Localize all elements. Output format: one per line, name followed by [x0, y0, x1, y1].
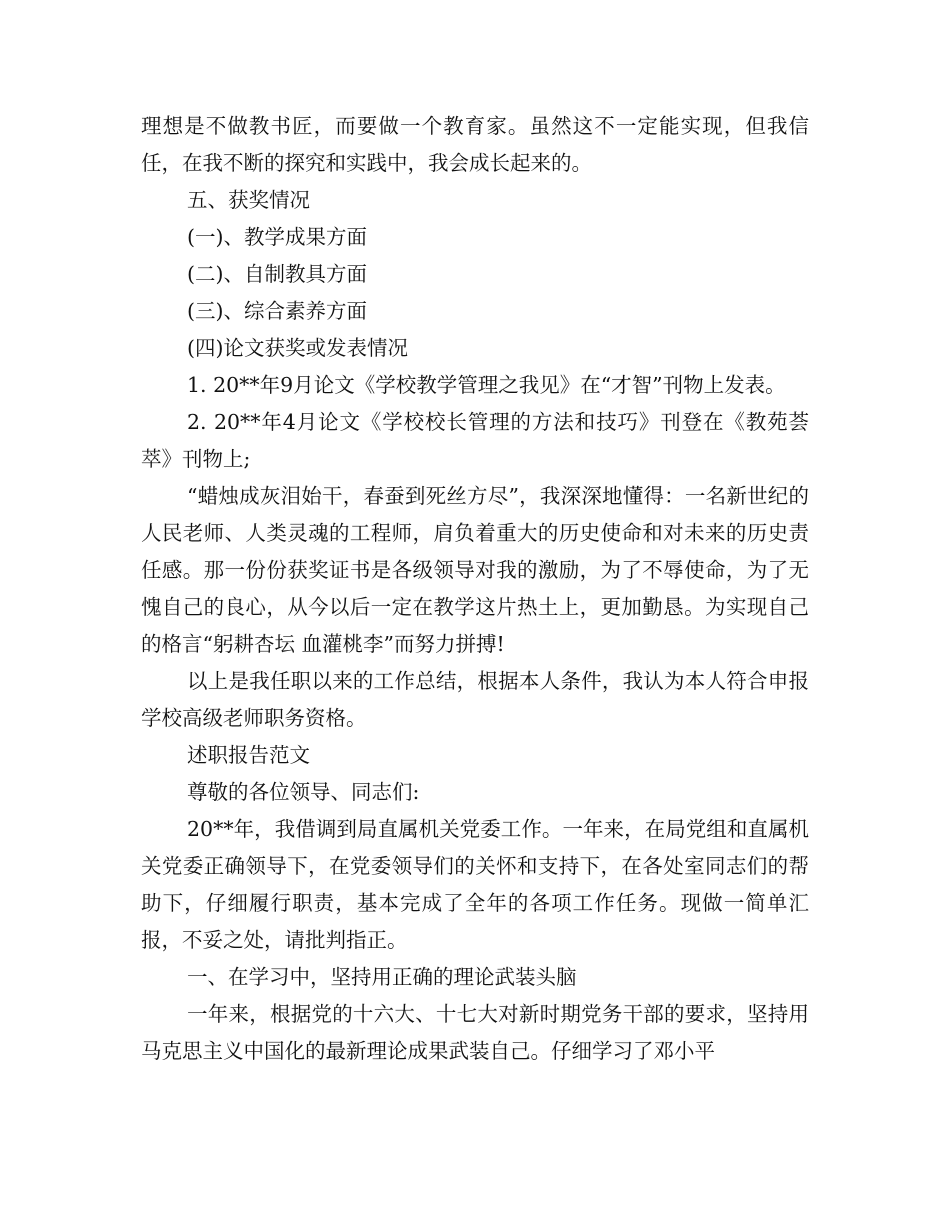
section-title-report: 述职报告范文: [187, 743, 310, 767]
salutation: 尊敬的各位领导、同志们:: [187, 780, 420, 804]
list-item-paper-2: 2. 20**年4月论文《学校校长管理的方法和技巧》刊登在《教苑荟萃》刊物上;: [141, 410, 809, 471]
section-heading-awards: 五、获奖情况: [187, 188, 310, 212]
subheading-papers: (四)论文获奖或发表情况: [187, 336, 408, 360]
paragraph-intro: 20**年，我借调到局直属机关党委工作。一年来，在局党组和直属机关党委正确领导下，在党委领导们的关怀和支持下，在各处室同志们的帮助下，仔细履行职责，基本完成了全年的各项工作任务。现做一简单汇报，不妥之处，请批判指正。: [141, 817, 809, 952]
paragraph-motto: “蜡烛成灰泪始干，春蚕到死丝方尽”，我深深地懂得：一名新世纪的人民老师、人类灵魂的工程师，肩负着重大的历史使命和对未来的历史责任感。那一份份获奖证书是各级领导对我的激励，为了不辱使命，为了无愧自己的良心，从今以后一定在教学这片热土上，更加勤恳。为实现自己的格言“躬耕杏坛 血灌桃李”而努力拼搏!: [141, 484, 809, 656]
list-item-paper-1: 1. 20**年9月论文《学校教学管理之我见》在“才智”刊物上发表。: [187, 373, 786, 397]
subheading-teaching-results: (一)、教学成果方面: [187, 225, 367, 249]
subheading-teaching-aids: (二)、自制教具方面: [187, 262, 367, 286]
subheading-overall-quality: (三)、综合素养方面: [187, 299, 367, 323]
paragraph-study: 一年来，根据党的十六大、十七大对新时期党务干部的要求，坚持用马克思主义中国化的最新理论成果武装自己。仔细学习了邓小平: [141, 1002, 809, 1063]
paragraph-1: 理想是不做教书匠，而要做一个教育家。虽然这不一定能实现，但我信任，在我不断的探究和实践中，我会成长起来的。: [141, 114, 809, 175]
section-heading-study: 一、在学习中，坚持用正确的理论武装头脑: [187, 965, 577, 989]
paragraph-summary: 以上是我任职以来的工作总结，根据本人条件，我认为本人符合申报学校高级老师职务资格。: [141, 669, 809, 730]
document-body: [141, 108, 809, 1070]
